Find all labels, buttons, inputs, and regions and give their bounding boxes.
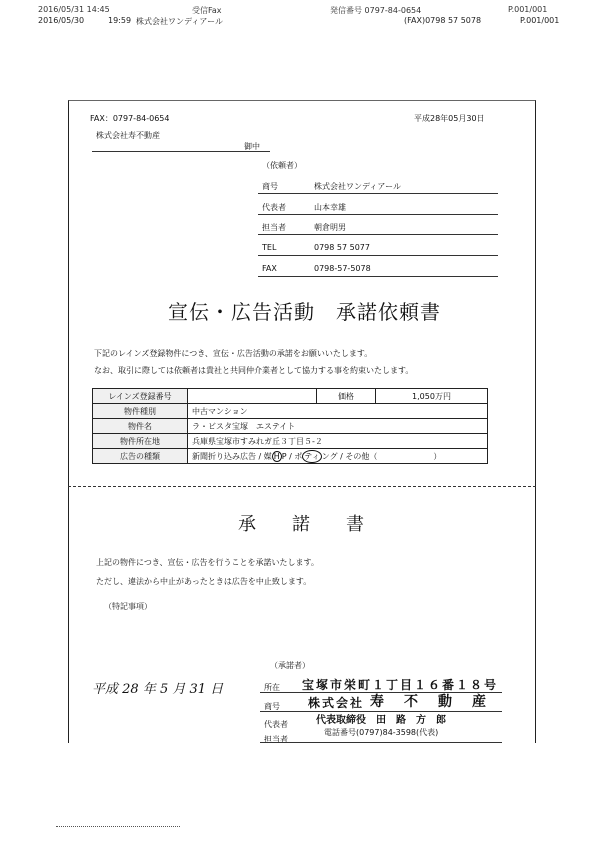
fax-header-page: P.001/001 [508, 5, 548, 14]
address-value: 宝塚市栄町１丁目１６番１８号 [302, 678, 499, 692]
fax-line2-page: P.001/001 [520, 16, 560, 25]
requester-value-fax: 0798-57-5078 [314, 264, 371, 273]
ad-circled-2: ティ [304, 451, 320, 461]
address-label: 所在 [264, 683, 280, 692]
contact-value: 電話番号(0797)84-3598(代表) [324, 728, 439, 737]
approver-heading: （承諾者） [270, 661, 310, 670]
company-label: 商号 [264, 702, 280, 711]
table-row [93, 389, 488, 404]
row-line [258, 193, 498, 194]
location-label: 物件所在地 [93, 434, 188, 449]
body-line-1: 下記のレインズ登録物件につき、宣伝・広告活動の承諾をお願いいたします。 [94, 349, 373, 358]
price-value: 1,050万円 [376, 389, 488, 404]
requester-heading: （依頼者） [262, 161, 302, 170]
price-label: 価格 [317, 389, 376, 404]
handwritten-date: 平成 28 年 5 月 31 日 [92, 682, 224, 697]
ad-value-pre: 新聞折り込み広告 / 媒 [192, 451, 272, 461]
requester-value-tel: 0798 57 5077 [314, 243, 370, 252]
recipient-suffix: 御中 [244, 142, 260, 151]
table-row [93, 449, 488, 464]
rep-value: 代表取締役 田 路 方 郎 [316, 715, 446, 726]
row-line [258, 214, 498, 215]
document-title: 宣伝・広告活動 承諾依頼書 [168, 300, 441, 324]
location-value: 兵庫県宝塚市すみれガ丘３丁目５-２ [188, 434, 488, 449]
contact-label: 担当者 [264, 735, 288, 744]
fax-line2-time: 19:59 [108, 16, 132, 25]
requester-label-rep: 代表者 [262, 203, 286, 212]
requester-label-company: 商号 [262, 182, 278, 191]
row-line [258, 276, 498, 277]
reins-value [188, 389, 317, 404]
reins-label: レインズ登録番号 [93, 389, 188, 404]
fax-line2-date: 2016/05/30 [38, 16, 85, 25]
requester-label-tel: TEL [262, 243, 277, 252]
fax-line2-fax: (FAX)0798 57 5078 [404, 16, 482, 25]
table-row [93, 404, 488, 419]
approval-note: （特記事項） [104, 602, 152, 611]
section-divider [68, 486, 536, 487]
name-value: ラ・ビスタ宝塚 エステイト [188, 419, 488, 434]
row-line [260, 742, 502, 743]
ad-circled-1: H [273, 451, 280, 461]
recipient: 株式会社寿不動産 [96, 131, 160, 140]
requester-value-rep: 山本幸雄 [314, 203, 346, 212]
body-line-2: なお、取引に際しては依頼者は貴社と共同仲介業者として協力する事を約束いたします。 [94, 366, 414, 375]
approval-line-1: 上記の物件につき、宣伝・広告を行うことを承諾いたします。 [96, 558, 319, 567]
recipient-underline [92, 151, 270, 152]
type-label: 物件種別 [93, 404, 188, 419]
ad-label: 広告の種類 [93, 449, 188, 464]
footer-dotted-line [56, 826, 180, 827]
type-value: 中古マンション [188, 404, 488, 419]
table-row [93, 419, 488, 434]
name-label: 物件名 [93, 419, 188, 434]
requester-value-company: 株式会社ワンディアール [314, 182, 401, 191]
fax-header-sender: 発信番号 0797-84-0654 [330, 6, 422, 15]
approval-title: 承 諾 書 [238, 514, 364, 535]
letter-date: 平成28年05月30日 [414, 114, 485, 123]
rep-label: 代表者 [264, 720, 288, 729]
company-prefix: 株式会社 [308, 696, 365, 710]
fax-line2-company: 株式会社ワンディアール [136, 17, 223, 26]
fax-header-date: 2016/05/31 14:45 [38, 5, 110, 14]
requester-label-fax: FAX [262, 264, 277, 273]
ad-value [188, 449, 488, 464]
requester-label-contact: 担当者 [262, 223, 286, 232]
fax-header-received: 受信Fax [192, 6, 222, 15]
requester-value-contact: 朝倉明男 [314, 223, 346, 232]
row-line [258, 255, 498, 256]
ad-value-mid: P / ポ [281, 451, 303, 461]
fax-to: FAX：0797-84-0654 [90, 114, 170, 123]
table-row [93, 434, 488, 449]
ad-value-post: ング / その他（ ） [321, 451, 442, 461]
row-line [258, 234, 498, 235]
company-name: 寿 不 動 産 [370, 694, 489, 710]
approval-line-2: ただし、違法から中止があったときは広告を中止致します。 [96, 577, 312, 586]
property-table [92, 388, 488, 464]
